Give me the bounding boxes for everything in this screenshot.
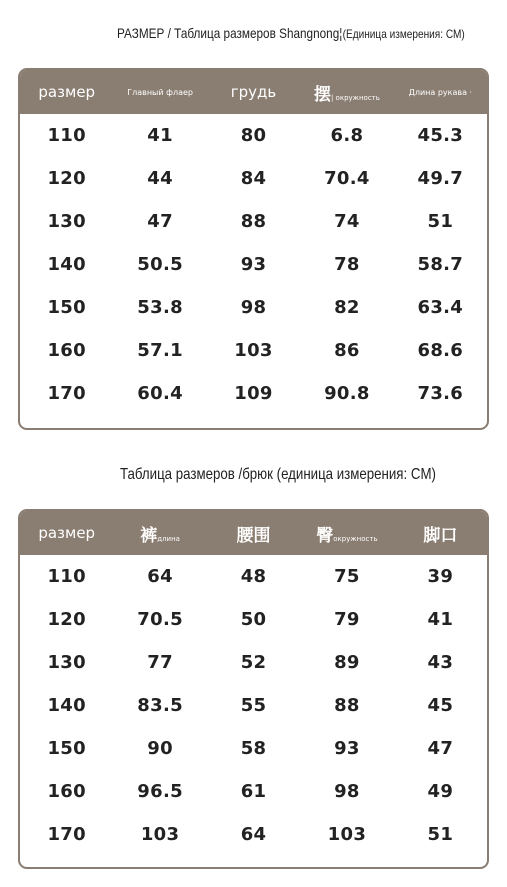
table-cell: 83.5 — [137, 695, 183, 716]
table-cell: 103 — [327, 824, 367, 845]
header-chest: грудь — [230, 83, 277, 101]
header-leg-opening — [394, 521, 487, 546]
header-waist — [207, 521, 300, 546]
table-cell: 160 — [47, 781, 86, 802]
table-row — [20, 770, 487, 813]
header-leg-opening-text: 脚口 — [423, 525, 458, 546]
header-hem-cn: 摆 — [313, 84, 331, 105]
header-pants-length-ru: длина — [157, 534, 180, 543]
header-length: Главный флаер — [127, 87, 193, 97]
table-cell: 51 — [427, 824, 454, 845]
header-size: размер — [38, 83, 96, 101]
table-cell: 82 — [334, 297, 360, 318]
table-cell: 90.8 — [324, 383, 370, 404]
table-cell: 89 — [334, 652, 360, 673]
table-cell: 90 — [147, 738, 173, 759]
table-cell: 78 — [334, 254, 360, 275]
table-cell: 130 — [47, 211, 86, 232]
table-cell: 77 — [147, 652, 173, 673]
table-cell: 49.7 — [417, 168, 464, 189]
table-cell: 150 — [47, 738, 86, 759]
table-cell: 47 — [147, 211, 173, 232]
table-cell: 160 — [47, 340, 86, 361]
table-cell: 109 — [234, 383, 273, 404]
table-cell: 64 — [147, 566, 173, 587]
table-cell: 6.8 — [330, 125, 364, 146]
table-row — [20, 684, 487, 727]
table-row — [20, 243, 487, 286]
table-cell: 98 — [240, 297, 267, 318]
table-cell: 110 — [47, 566, 86, 587]
header-hip-ru: окружность — [333, 534, 378, 543]
table-cell: 103 — [234, 340, 273, 361]
table-cell: 130 — [47, 652, 86, 673]
table-cell: 110 — [47, 125, 86, 146]
pants-size-table — [18, 509, 489, 869]
table-row — [20, 641, 487, 684]
table-row — [20, 372, 487, 415]
table-cell: 63.4 — [417, 297, 464, 318]
tops-table-body — [20, 114, 487, 415]
table-cell: 70.4 — [324, 168, 370, 189]
table-cell: 88 — [240, 211, 267, 232]
table-cell: 84 — [240, 168, 267, 189]
table-row — [20, 329, 487, 372]
table-cell: 120 — [47, 609, 86, 630]
tops-unit-text: (Единица измерения: СМ) — [342, 27, 465, 41]
table-cell: 47 — [427, 738, 454, 759]
table-cell: 50 — [240, 609, 267, 630]
table-cell: 80 — [240, 125, 267, 146]
table-cell: 53.8 — [137, 297, 183, 318]
table-cell: 55 — [240, 695, 267, 716]
pants-table-header — [20, 511, 487, 555]
pants-size-chart-title: Таблица размеров /брюк (единица измерения: CM) — [120, 466, 436, 483]
table-row — [20, 598, 487, 641]
table-cell: 58 — [240, 738, 267, 759]
table-cell: 140 — [47, 695, 86, 716]
tops-title-text: РАЗМЕР / Таблица размеров Shangnong — [117, 25, 340, 41]
table-cell: 98 — [334, 781, 360, 802]
table-cell: 61 — [240, 781, 267, 802]
table-cell: 150 — [47, 297, 86, 318]
header-pants-length-cn: 裤 — [140, 525, 158, 546]
table-cell: 74 — [334, 211, 360, 232]
pants-table-body — [20, 555, 487, 856]
table-cell: 39 — [427, 566, 454, 587]
header-size: размер — [38, 524, 96, 542]
table-cell: 70.5 — [137, 609, 183, 630]
table-cell: 103 — [140, 824, 180, 845]
table-cell: 49 — [427, 781, 454, 802]
table-cell: 57.1 — [137, 340, 183, 361]
table-row — [20, 200, 487, 243]
table-cell: 41 — [427, 609, 454, 630]
table-cell: 44 — [147, 168, 173, 189]
table-cell: 68.6 — [417, 340, 464, 361]
header-hem-ru: | окружность — [330, 93, 380, 102]
table-row — [20, 114, 487, 157]
tops-size-table — [18, 68, 489, 430]
table-cell: 86 — [334, 340, 360, 361]
table-row — [20, 157, 487, 200]
table-cell: 140 — [47, 254, 86, 275]
table-cell: 170 — [47, 824, 86, 845]
table-cell: 75 — [334, 566, 360, 587]
header-hem — [300, 80, 393, 105]
table-cell: 50.5 — [137, 254, 183, 275]
table-cell: 45.3 — [417, 125, 464, 146]
header-pants-length — [113, 521, 206, 546]
table-cell: 96.5 — [137, 781, 183, 802]
table-row — [20, 555, 487, 598]
table-cell: 48 — [240, 566, 267, 587]
table-row — [20, 727, 487, 770]
table-cell: 170 — [47, 383, 86, 404]
table-cell: 58.7 — [417, 254, 464, 275]
table-cell: 43 — [427, 652, 454, 673]
header-sleeve: Длина рукава · — [408, 87, 473, 97]
tops-table-header — [20, 70, 487, 114]
table-cell: 93 — [240, 254, 267, 275]
table-cell: 64 — [240, 824, 267, 845]
table-cell: 88 — [334, 695, 360, 716]
table-cell: 60.4 — [137, 383, 183, 404]
tops-size-chart-title — [117, 25, 507, 41]
header-hip — [300, 521, 393, 546]
table-cell: 79 — [334, 609, 360, 630]
table-cell: 41 — [147, 125, 173, 146]
table-cell: 52 — [240, 652, 267, 673]
header-waist-text: 腰围 — [236, 525, 271, 546]
table-cell: 93 — [334, 738, 360, 759]
title-separator: ¦ — [339, 25, 343, 41]
table-row — [20, 813, 487, 856]
table-row — [20, 286, 487, 329]
table-cell: 45 — [427, 695, 454, 716]
table-cell: 73.6 — [417, 383, 464, 404]
table-cell: 51 — [427, 211, 454, 232]
table-cell: 120 — [47, 168, 86, 189]
header-hip-cn: 臀 — [316, 525, 334, 546]
